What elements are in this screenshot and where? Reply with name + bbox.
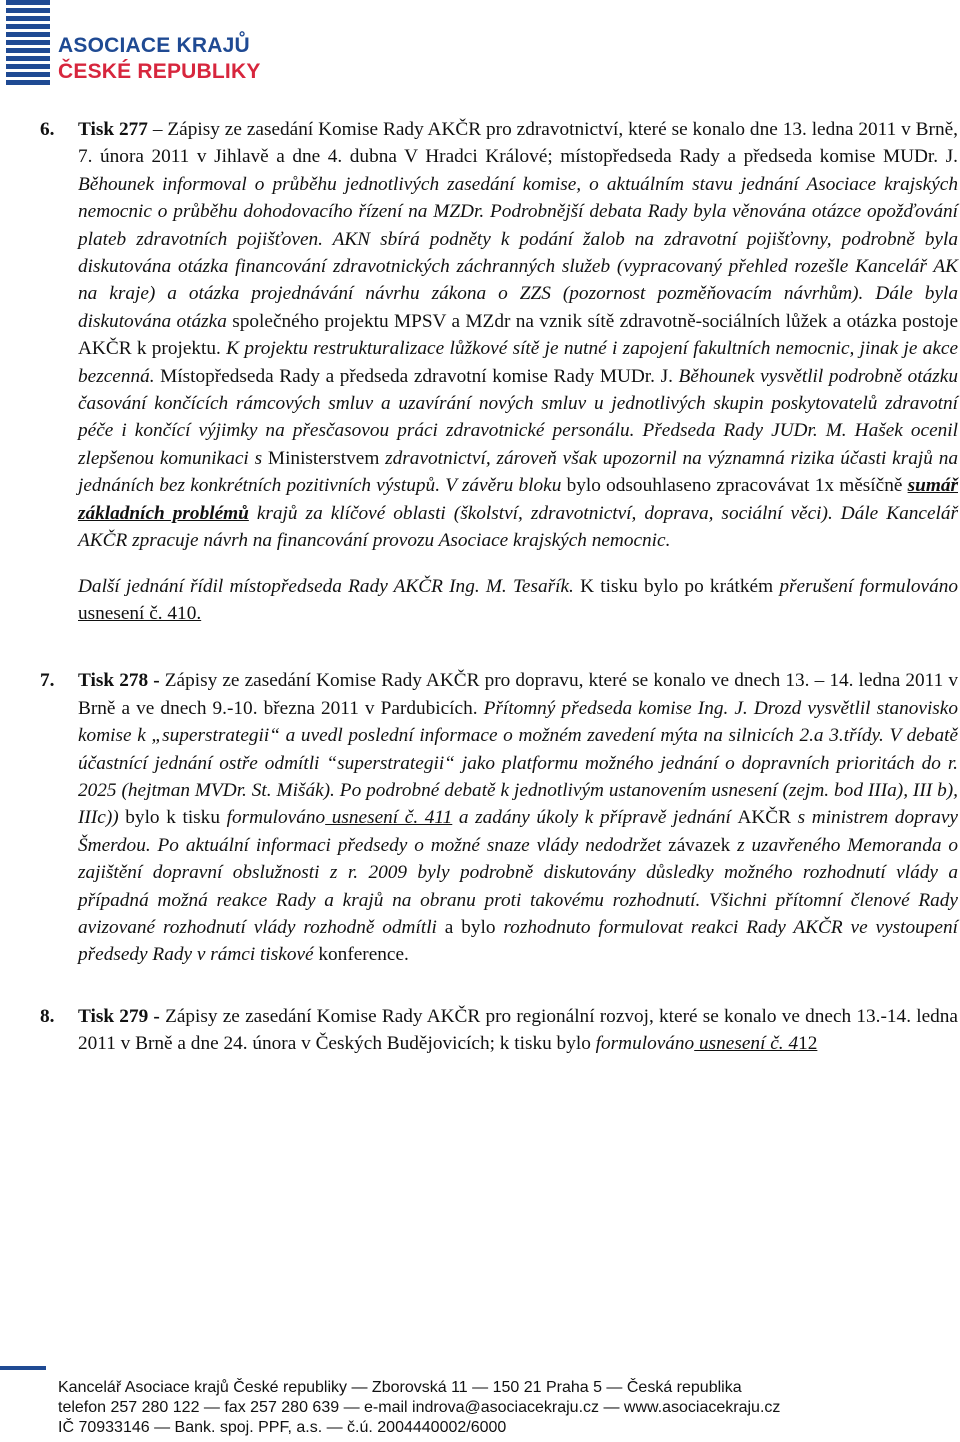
footer-phone-email: telefon 257 280 122 — fax 257 280 639 — e-mail indrova@asociacekraju.cz — www.asociacekraju.cz [58, 1399, 781, 1416]
text-run: krajů za klíčové oblasti (školství, zdravotnictví, doprava, sociální věci). Dále Kancelář AKČR zpracuje návrh na financování provozu Asociace krajských nemocnic. [78, 502, 959, 552]
asociace-kraju-logo [4, 0, 304, 90]
text-run: AKČR [737, 807, 792, 829]
footer-bank: IČ 70933146 — Bank. spoj. PPF, a.s. — č.ú. 2004440002/6000 [58, 1419, 507, 1436]
text-run: rozhodnuto formulovat reakci Rady AKČR ve vystoupení předsedy Rady v rámci tiskové [78, 916, 958, 966]
item-number: 7. [40, 670, 55, 692]
text-run: s ministrem dopravy Šmerdou. Po aktuální informaci předsedy o možné snaze vlády nedodržet [78, 807, 958, 856]
document-body [40, 116, 958, 1058]
text-run: Zápisy ze zasedání Komise Rady AKČR pro regionální rozvoj, které se konalo ve dnech 13.-14. ledna 2011 v Brně a dne 24. února v Českých Budějovicích; k tisku bylo [78, 1005, 958, 1055]
footer-accent-bar [0, 1366, 46, 1370]
text-run: Běhounek vysvětlil podrobně otázku časování končících rámcových smluv a uzavírání nových smluv u jednotlivých skupin poskytovatelů zdravotní péče i končící výjimky na přesčasovou práci zdravotnické personálu. Předseda Rady JUDr. M. Hašek ocenil zlepšenou komunikaci s [78, 365, 958, 469]
item-text [78, 116, 958, 555]
agenda-item-6-resolution [78, 573, 958, 628]
tisk-label: Tisk 278 - [78, 670, 160, 692]
agenda-item-8 [40, 1003, 958, 1058]
text-run: a bylo [444, 916, 504, 938]
text-run: K projektu restrukturalizace lůžkové sítě je nutné i zapojení fakultních nemocnic, jinak je akce bezcenná. [78, 338, 959, 387]
agenda-item-6 [40, 116, 958, 555]
text-run: Přítomný předseda komise Ing. J. Drozd vysvětlil stanovisko komise k „superstrategii“ a uvedl poslední informace o možném zavedení mýta na silnicích 2.a 3.třídy. V debatě účastnící jednání ostře odmítli “superstrategii“ jako platformu možného jednání o dopravních prioritách do r. 2025 (hejtman MVDr. St. Mišák). Po podrobné debatě k jednotlivým ustanovením usnesení (zejm. bod IIIa), III b), IIIc)) [78, 697, 958, 829]
text-run: Zápisy ze zasedání Komise Rady AKČR pro dopravu, které se konalo ve dnech 13. – 14. ledna 2011 v Brně a ve dnech 9.-10. března 2011 v Pardubicích. [78, 670, 958, 719]
text-run: přerušení formulováno [779, 575, 958, 597]
item-number: 8. [40, 1005, 55, 1027]
logo-stripes-icon [6, 0, 50, 88]
item-number: 6. [40, 119, 55, 140]
logo-text-line1: ASOCIACE KRAJŮ [58, 34, 250, 57]
tisk-label: Tisk 279 - [78, 1005, 160, 1027]
logo-text-line2: ČESKÉ REPUBLIKY [58, 60, 261, 83]
item-text [78, 1003, 958, 1058]
text-run: Běhounek informoval o průběhu jednotlivých zasedání komise, o aktuálním stavu jednání Asociace krajských nemocnic o průběhu dohodovacího řízení na MZDr. Podrobnější debata Rady byla věnována otázce opožďování plateb zdravotních pojišťoven. AKN sbírá podněty k podání žalob na zdravotní pojišťovny, podrobně byla diskutována otázka financování zdravotnických záchranných služeb (vypracovaný přehled rozešle Kancelář AK na kraje) a otázka projednávání návrhu zákona o ZZS (pozornost pozměňovacím návrhům). Dále byla diskutována otázka [78, 173, 958, 332]
footer-contact [58, 1378, 780, 1438]
text-run: bylo k tisku [118, 807, 227, 829]
resolution-link: usnesení č. 411 [325, 807, 453, 829]
page-footer [0, 1366, 960, 1442]
text-run: z uzavřeného Memoranda o zajištění dopravní obslužnosti z r. 2009 byly podrobně diskutovány důsledky možného rozhodnutí vlády a případná možná reakce Rady a krajů na obranu proti takovému rozhodnutí. Všichni přítomní členové Rady avizované rozhodnutí vlády rozhodně odmítli [78, 834, 958, 938]
agenda-item-7 [40, 667, 958, 968]
emphasis-text: sumář základních problémů [78, 475, 958, 524]
text-run: formulováno [595, 1033, 695, 1055]
text-run: Místopředseda Rady a předseda zdravotní komise Rady MUDr. J. [160, 365, 679, 387]
text-run: bylo odsouhlaseno zpracovávat 1x měsíčně [566, 475, 908, 497]
text-run: konference. [313, 944, 409, 966]
item-text [78, 667, 958, 968]
tisk-label: Tisk 277 [78, 119, 148, 140]
resolution-link: usnesení č. 410. [78, 602, 202, 624]
resolution-link: usnesení č. 4 [694, 1033, 799, 1055]
text-run: – Zápisy ze zasedání Komise Rady AKČR pro zdravotnictví, které se konalo dne 13. ledna 2011 v Brně, 7. února 2011 v Jihlavě a dne 4. dubna V Hradci Králové; místopředseda Rady a předseda komise MUDr. J. [78, 119, 958, 168]
text-run: formulováno [226, 807, 326, 829]
text-run: K tisku bylo po krátkém [573, 575, 780, 597]
text-run: závazek [668, 834, 731, 856]
text-run: zdravotnictví, zároveň však upozornil na významná rizika účasti krajů na jednáních bez konkrétních pozitivních výstupů. V závěru bloku [78, 447, 958, 497]
text-run: 12 [798, 1033, 818, 1055]
footer-address: Kancelář Asociace krajů České republiky — Zborovská 11 — 150 21 Praha 5 — Česká republika [58, 1379, 742, 1396]
text-run: a zadány úkoly k přípravě jednání [452, 807, 738, 829]
text-run: Další jednání řídil místopředseda Rady AKČR Ing. M. Tesařík. [78, 575, 574, 597]
text-run: společného projektu MPSV a MZdr na vznik sítě zdravotně-sociálních lůžek a otázka postoje AKČR k projektu. [78, 310, 958, 360]
text-run: Ministerstvem [267, 447, 386, 469]
